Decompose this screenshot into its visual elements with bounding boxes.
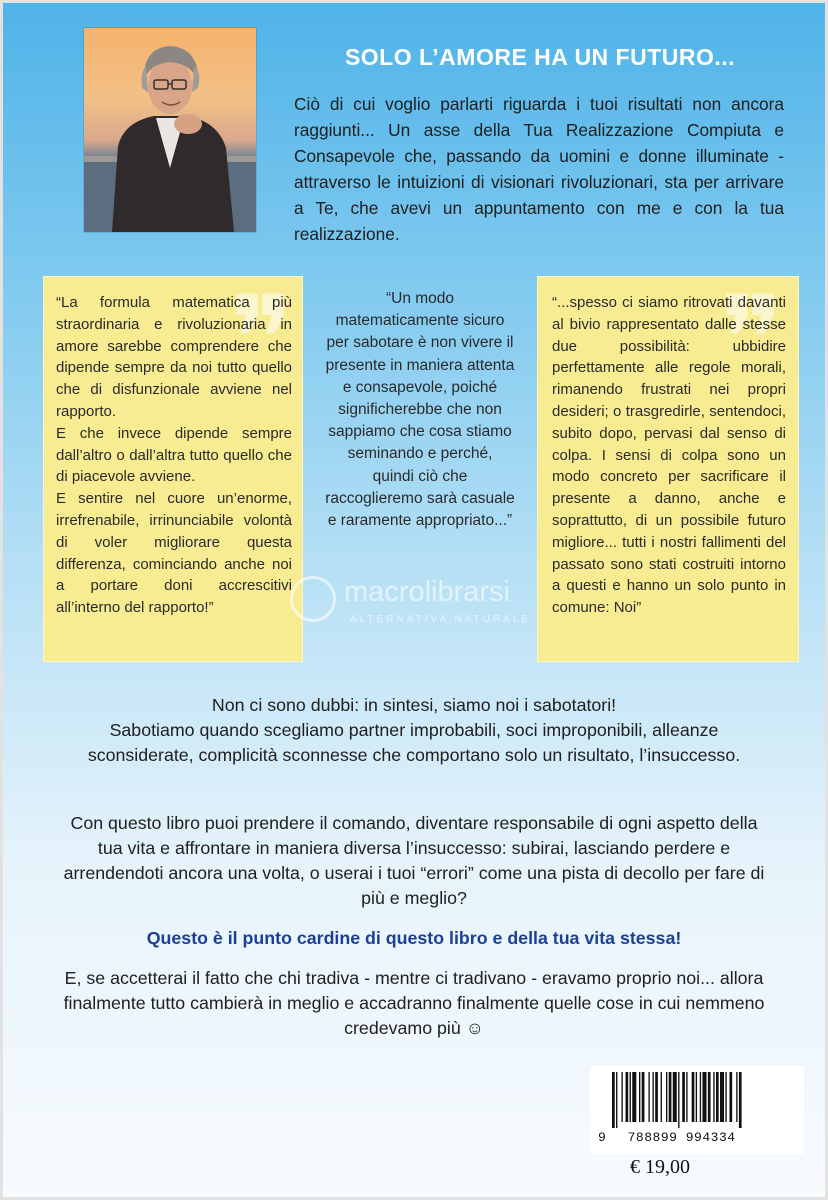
barcode-bar bbox=[682, 1072, 685, 1122]
watermark-tagline: ALTERNATIVA NATURALE bbox=[350, 614, 531, 625]
barcode-bar bbox=[713, 1072, 714, 1122]
quote-box-left bbox=[43, 271, 303, 662]
quote-center-text: “Un modo matematicamente sicuro per sabotare è non vivere il presente in maniera attenta e consapevole, poiché significherebbe che non sappiamo che cosa stiamo seminando e perché, quindi ciò che raccoglieremo sarà casuale e raramente appropriato...” bbox=[325, 290, 515, 530]
barcode-bar bbox=[686, 1072, 687, 1122]
quote-left-line-1: “La formula matematica più straordinaria e rivoluzionaria in amore sarebbe comprendere che dipende sempre da noi tutto quello che di disfunzionale avviene nel rapporto. E che invece dipende sempre dall’altro o dall’altra tutto quello che di piacevole avviene. E sentire nel cuore un’enorme, irrefrenabile, irrinunciabile volontà di voler migliorare questa differenza, cominciando anche noi a portare doni accrescitivi all’interno del rapporto!” bbox=[56, 294, 292, 617]
author-photo-illustration bbox=[84, 28, 256, 232]
barcode-bar bbox=[653, 1072, 654, 1122]
quote-right-text: “...spesso ci siamo ritrovati davanti al bivio rappresentato dalle stesse due possibilità: ubbidire perfettamente alle regole morali, rimanendo frustrati nei propri desideri; o trasgredirle, sentendoci, subito dopo, pervasi dal senso di colpa. I sensi di colpa sono un modo concreto per sacrificare il presente a danno, anche e soprattutto, di un possibile futuro migliore... tutti i nostri fallimenti del passato sono stati costruiti intorno a questi e hanno un solo punto in comune: Noi” bbox=[552, 294, 786, 617]
barcode-bar bbox=[700, 1072, 701, 1122]
barcode-bar bbox=[648, 1072, 649, 1122]
headline: SOLO L’AMORE HA UN FUTURO... bbox=[344, 44, 736, 70]
watermark-brand: macrolibrarsi bbox=[344, 576, 510, 608]
paragraph-command: Con questo libro puoi prendere il comando, diventare responsabile di ogni aspetto della tua vita e affrontare in maniera diversa l’insuccesso: subirai, lasciando perdere e arrendendoti ancora una volta, o userai i tuoi “errori” come una pista di decollo per fare di più e meglio? bbox=[63, 813, 765, 908]
paragraph-saboteurs: Non ci sono dubbi: in sintesi, siamo noi i sabotatori! Sabotiamo quando scegliamo partner improbabili, soci improponibili, alleanze sconsiderate, complicità sconnesse che comportano solo un risultato, l’insuccesso. bbox=[87, 695, 741, 765]
barcode-bar bbox=[678, 1072, 679, 1128]
barcode-bar bbox=[736, 1072, 737, 1122]
barcode-bar bbox=[725, 1072, 726, 1122]
barcode-bar bbox=[612, 1072, 615, 1128]
barcode-digits: 788899 994334 bbox=[627, 1130, 736, 1145]
barcode-bar bbox=[708, 1072, 711, 1122]
barcode-bar bbox=[616, 1072, 617, 1128]
barcode-bar bbox=[632, 1072, 636, 1122]
barcode-bar bbox=[630, 1072, 631, 1122]
barcode-bar bbox=[655, 1072, 658, 1122]
barcode-bar bbox=[669, 1072, 672, 1122]
barcode-bar bbox=[639, 1072, 640, 1122]
barcode-bar bbox=[729, 1072, 732, 1122]
barcode-bar bbox=[702, 1072, 706, 1122]
quote-mark-icon: ❞ bbox=[719, 271, 784, 410]
author-photo bbox=[84, 28, 256, 232]
intro-paragraph: Ciò di cui voglio parlarti riguarda i tuoi risultati non ancora raggiunti... Un asse della Tua Realizzazione Compiuta e Consapevole che, passando da uomini e donne illuminate - attraverso le intuizioni di visionari rivoluzionari, sta per arrivare a Te, che avevi un appuntamento con me e con la tua realizzazione. bbox=[294, 94, 784, 244]
quote-box-right bbox=[537, 271, 799, 662]
barcode-bar bbox=[666, 1072, 667, 1122]
barcode-bar bbox=[642, 1072, 645, 1122]
barcode-bar bbox=[716, 1072, 719, 1122]
barcode-lead-digit: 9 bbox=[598, 1130, 606, 1145]
barcode-bar bbox=[739, 1072, 742, 1128]
barcode-bar bbox=[692, 1072, 695, 1122]
barcode-bars bbox=[612, 1072, 802, 1128]
barcode bbox=[590, 1066, 804, 1154]
highlight-line: Questo è il punto cardine di questo libro e della tua vita stessa! bbox=[146, 928, 682, 948]
barcode-bar bbox=[661, 1072, 662, 1122]
quote-left-text bbox=[56, 292, 292, 619]
barcode-bar bbox=[626, 1072, 629, 1122]
paragraph-betrayal: E, se accetterai il fatto che chi tradiva - mentre ci tradivano - eravamo proprio noi... allora finalmente tutto cambierà in meglio e accadranno finalmente quelle cose in cui nemmeno credevamo più ☺ bbox=[63, 968, 765, 1038]
barcode-bar bbox=[673, 1072, 677, 1122]
barcode-bar bbox=[720, 1072, 724, 1122]
barcode-number bbox=[598, 1130, 802, 1145]
barcode-bar bbox=[621, 1072, 622, 1122]
barcode-bar bbox=[696, 1072, 697, 1122]
price: € 19,00 bbox=[630, 1156, 690, 1178]
quote-mark-icon: ❞ bbox=[229, 271, 294, 410]
